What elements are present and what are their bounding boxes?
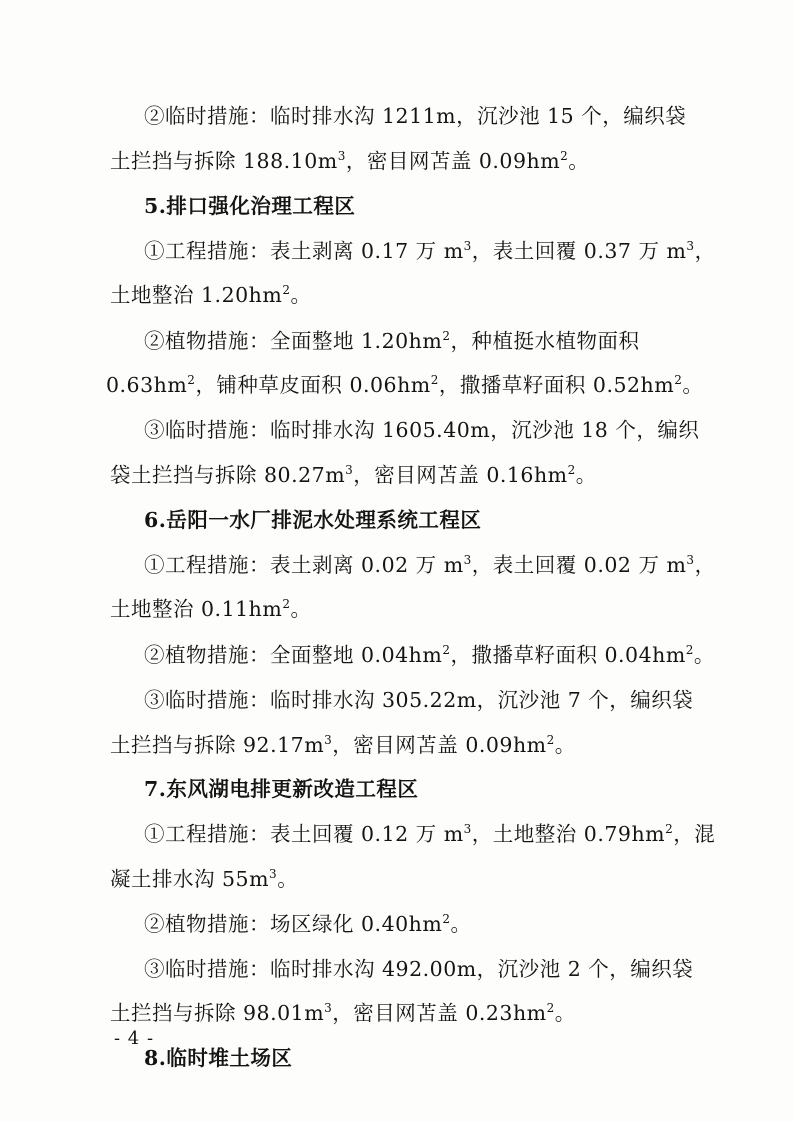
text-segment: 土地整治 1.20hm — [110, 283, 283, 307]
paragraph-line — [144, 819, 715, 849]
superscript: 2 — [546, 733, 555, 748]
superscript: 3 — [269, 867, 278, 882]
text-segment: ，密目网苫盖 0.09hm — [345, 149, 561, 173]
paragraph-line — [110, 998, 576, 1028]
paragraph-line — [144, 909, 471, 939]
paragraph-line — [110, 280, 311, 310]
superscript: 3 — [324, 733, 333, 748]
heading-text: 7.东风湖电排更新改造工程区 — [144, 777, 419, 801]
text-segment: ，混 — [673, 822, 716, 846]
text-segment: 土拦挡与拆除 92.17m — [110, 733, 325, 757]
heading-text: 5.排口强化治理工程区 — [144, 194, 356, 218]
superscript: 2 — [442, 912, 451, 927]
superscript: 2 — [665, 822, 674, 837]
text-segment: 。 — [290, 283, 312, 307]
paragraph-line — [144, 640, 715, 670]
superscript: 3 — [345, 463, 354, 478]
paragraph-line — [144, 415, 699, 445]
text-segment: 。 — [554, 1001, 576, 1025]
text-segment: 袋土拦挡与拆除 80.27m — [110, 463, 346, 487]
text-segment: 土地整治 0.11hm — [110, 597, 283, 621]
text-segment: 。 — [277, 867, 299, 891]
text-segment: 。 — [554, 733, 576, 757]
text-segment: ③临时措施：临时排水沟 305.22m，沉沙池 7 个，编织袋 — [144, 688, 694, 712]
section-heading — [144, 191, 355, 221]
text-segment: 土拦挡与拆除 98.01m — [110, 1001, 325, 1025]
text-segment: 凝土排水沟 55m — [110, 867, 270, 891]
text-segment: ，密目网苫盖 0.09hm — [332, 733, 547, 757]
paragraph-line — [144, 550, 716, 580]
text-segment: ， — [694, 239, 716, 263]
superscript: 2 — [187, 373, 196, 388]
paragraph-line — [144, 236, 716, 266]
superscript: 2 — [567, 463, 576, 478]
superscript: 2 — [442, 329, 451, 344]
text-segment: 。 — [450, 912, 472, 936]
text-segment: 。 — [693, 643, 715, 667]
superscript: 2 — [560, 149, 569, 164]
superscript: 2 — [685, 643, 694, 658]
text-segment: ②临时措施：临时排水沟 1211m，沉沙池 15 个，编织袋 — [144, 104, 687, 128]
text-segment: 。 — [290, 597, 312, 621]
text-segment: 。 — [568, 149, 590, 173]
text-segment: 。 — [682, 373, 704, 397]
text-segment: ，撒播草籽面积 0.04hm — [450, 643, 686, 667]
superscript: 3 — [463, 239, 472, 254]
paragraph-line — [110, 460, 597, 490]
text-segment: ， — [694, 553, 716, 577]
paragraph-line — [110, 864, 298, 894]
superscript: 2 — [430, 373, 439, 388]
superscript: 3 — [686, 239, 695, 254]
superscript: 3 — [324, 1001, 333, 1016]
page-number: - 4 - — [114, 1028, 155, 1049]
superscript: 2 — [674, 373, 683, 388]
superscript: 3 — [337, 149, 346, 164]
text-segment: ，铺种草皮面积 0.06hm — [195, 373, 431, 397]
text-segment: ，密目网苫盖 0.23hm — [332, 1001, 547, 1025]
superscript: 2 — [282, 597, 291, 612]
text-segment: ，表土回覆 0.02 万 m — [471, 553, 687, 577]
paragraph-line — [110, 146, 589, 176]
heading-text: 6.岳阳一水厂排泥水处理系统工程区 — [144, 508, 482, 532]
text-segment: ③临时措施：临时排水沟 1605.40m，沉沙池 18 个，编织 — [144, 418, 700, 442]
superscript: 3 — [463, 553, 472, 568]
superscript: 3 — [463, 822, 472, 837]
text-segment: ①工程措施：表土剥离 0.02 万 m — [144, 553, 464, 577]
superscript: 2 — [282, 283, 291, 298]
text-segment: ，密目网苫盖 0.16hm — [353, 463, 568, 487]
paragraph-line — [110, 730, 576, 760]
text-segment: ，种植挺水植物面积 — [450, 329, 640, 353]
paragraph-line — [110, 594, 311, 624]
text-segment: 0.63hm — [106, 373, 188, 397]
superscript: 2 — [546, 1001, 555, 1016]
text-segment: ②植物措施：全面整地 0.04hm — [144, 643, 443, 667]
heading-text: 8.临时堆土场区 — [144, 1046, 293, 1070]
text-segment: ②植物措施：场区绿化 0.40hm — [144, 912, 443, 936]
text-segment: ，表土回覆 0.37 万 m — [471, 239, 687, 263]
text-segment: ，撒播草籽面积 0.52hm — [438, 373, 675, 397]
paragraph-line — [144, 101, 686, 131]
text-segment: ③临时措施：临时排水沟 492.00m，沉沙池 2 个，编织袋 — [144, 957, 694, 981]
text-segment: ②植物措施：全面整地 1.20hm — [144, 329, 443, 353]
paragraph-line — [144, 685, 693, 715]
section-heading — [144, 1043, 292, 1073]
text-segment: 土拦挡与拆除 188.10m — [110, 149, 338, 173]
text-segment: ，土地整治 0.79hm — [471, 822, 666, 846]
section-heading — [144, 505, 481, 535]
section-heading — [144, 774, 418, 804]
paragraph-line — [144, 326, 639, 356]
superscript: 2 — [442, 643, 451, 658]
text-segment: ①工程措施：表土剥离 0.17 万 m — [144, 239, 464, 263]
paragraph-line — [144, 954, 693, 984]
text-segment: ①工程措施：表土回覆 0.12 万 m — [144, 822, 464, 846]
superscript: 3 — [686, 553, 695, 568]
paragraph-line — [106, 370, 703, 400]
text-segment: 。 — [575, 463, 597, 487]
